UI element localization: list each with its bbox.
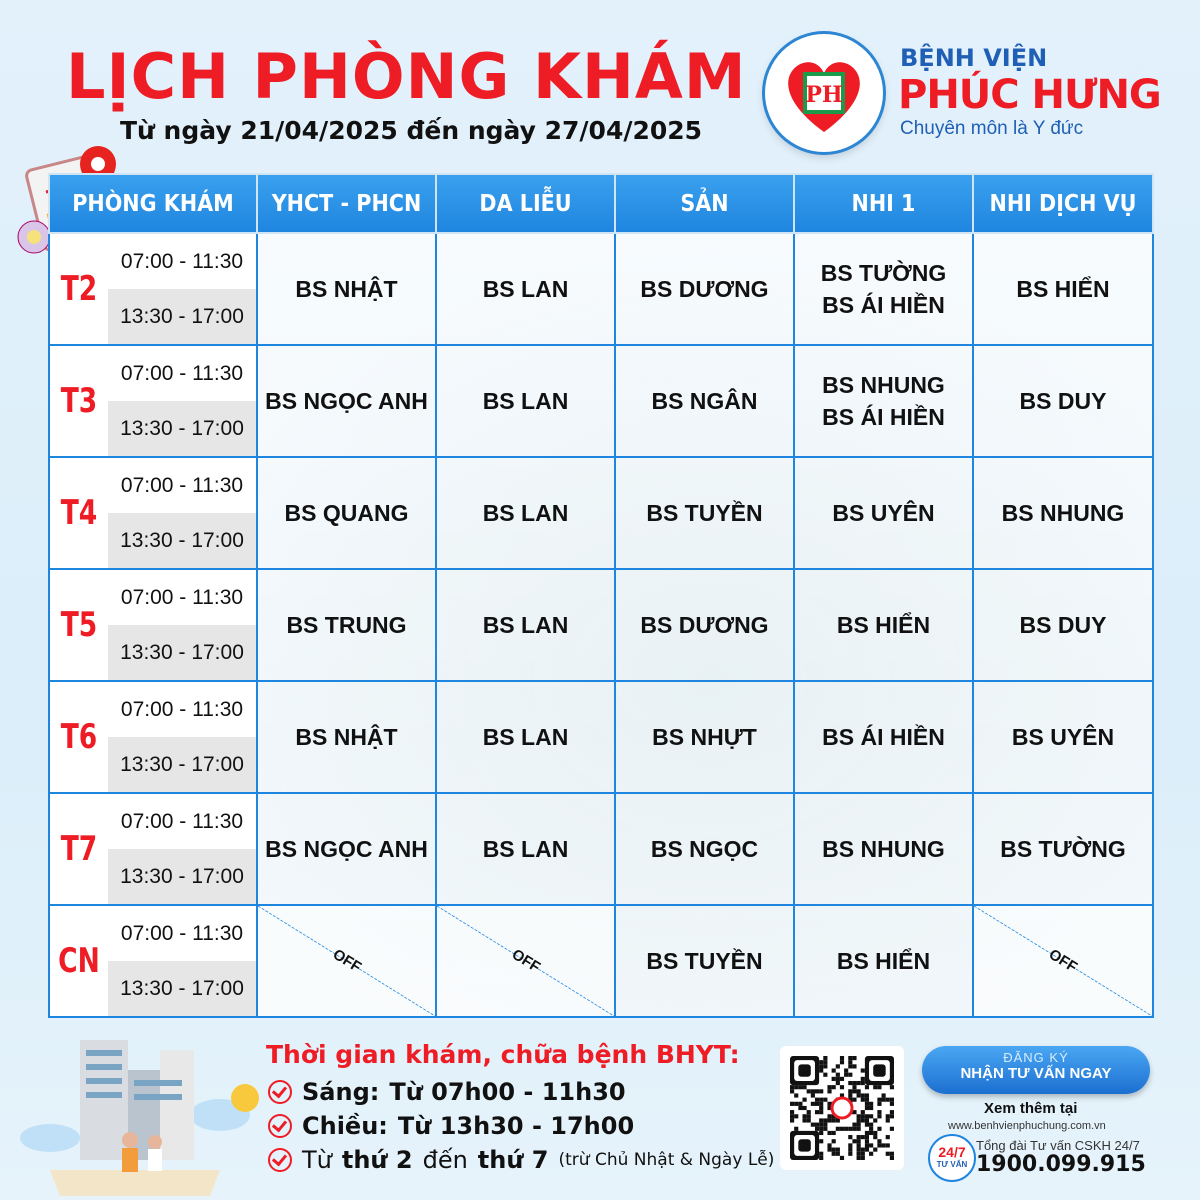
badge-bottom: TƯ VẤN bbox=[936, 1160, 968, 1169]
days-to: thứ 7 bbox=[477, 1146, 549, 1174]
off-cell bbox=[973, 905, 1153, 1017]
doctor-name: BS NGỌC ANH bbox=[265, 836, 428, 862]
doctor-name: BS TƯỜNG bbox=[1000, 836, 1126, 862]
doctor-cell bbox=[794, 569, 973, 681]
doctor-cell bbox=[794, 233, 973, 345]
morning-label: Sáng: bbox=[302, 1078, 380, 1106]
doctor-name: BS LAN bbox=[482, 612, 569, 638]
off-cell bbox=[257, 905, 436, 1017]
day-cell bbox=[49, 457, 257, 569]
off-label: OFF bbox=[508, 945, 543, 977]
off-label: OFF bbox=[329, 945, 364, 977]
schedule-row bbox=[49, 569, 1153, 681]
afternoon-slot: 13:30 - 17:00 bbox=[108, 737, 256, 792]
morning-slot: 07:00 - 11:30 bbox=[108, 234, 256, 289]
doctor-name: BS LAN bbox=[482, 388, 569, 414]
doctor-name: BS UYÊN bbox=[832, 500, 935, 526]
doctor-name: BS NHỰT bbox=[652, 724, 757, 750]
doctor-name: BS LAN bbox=[482, 276, 569, 302]
doctor-cell bbox=[436, 569, 615, 681]
doctor-cell bbox=[794, 457, 973, 569]
register-consult-button[interactable] bbox=[922, 1046, 1150, 1094]
day-cell bbox=[49, 345, 257, 457]
doctor-cell bbox=[973, 569, 1153, 681]
doctor-name: BS LAN bbox=[482, 500, 569, 526]
column-header: YHCT - PHCN bbox=[257, 174, 436, 233]
day-label: T5 bbox=[60, 605, 98, 645]
support-24-7-icon bbox=[928, 1134, 976, 1182]
bhyt-afternoon bbox=[268, 1112, 634, 1140]
doctor-name: BS DƯƠNG bbox=[640, 612, 769, 638]
doctor-name: BS TUYỀN bbox=[646, 500, 763, 526]
days-from: thứ 2 bbox=[341, 1146, 413, 1174]
hotline-number[interactable]: 1900.099.915 bbox=[976, 1152, 1146, 1177]
morning-value: Từ 07h00 - 11h30 bbox=[389, 1078, 626, 1106]
brand-line-1: BỆNH VIỆN bbox=[900, 44, 1048, 72]
bhyt-days bbox=[268, 1146, 774, 1174]
schedule-row bbox=[49, 793, 1153, 905]
off-label: OFF bbox=[1045, 945, 1081, 977]
doctor-cell bbox=[257, 233, 436, 345]
schedule-row bbox=[49, 345, 1153, 457]
website-link[interactable]: www.benhvienphuchung.com.vn bbox=[948, 1120, 1106, 1132]
afternoon-slot: 13:30 - 17:00 bbox=[108, 513, 256, 568]
afternoon-slot: 13:30 - 17:00 bbox=[108, 401, 256, 456]
doctor-cell bbox=[794, 345, 973, 457]
doctor-cell bbox=[615, 793, 794, 905]
afternoon-slot: 13:30 - 17:00 bbox=[108, 625, 256, 680]
doctor-name: BS NHUNG bbox=[822, 836, 945, 862]
doctor-name: BS LAN bbox=[482, 724, 569, 750]
doctor-cell bbox=[615, 905, 794, 1017]
doctor-name: BS NGỌC ANH bbox=[265, 388, 428, 414]
doctor-name: BS ÁI HIỀN bbox=[822, 724, 945, 750]
doctor-name: BS UYÊN bbox=[1011, 724, 1115, 750]
day-cell bbox=[49, 569, 257, 681]
doctor-name: BS HIỂN bbox=[836, 948, 931, 974]
schedule-row bbox=[49, 681, 1153, 793]
hospital-building-illustration bbox=[10, 1020, 260, 1198]
afternoon-slot: 13:30 - 17:00 bbox=[108, 849, 256, 904]
doctor-name: BS DƯƠNG bbox=[640, 276, 769, 302]
day-label: T3 bbox=[60, 381, 98, 421]
logo-initials: PH bbox=[805, 82, 843, 108]
morning-slot: 07:00 - 11:30 bbox=[108, 682, 256, 737]
doctor-name: BS TUYỀN bbox=[646, 948, 763, 974]
afternoon-label: Chiều: bbox=[302, 1112, 388, 1140]
doctor-cell bbox=[257, 681, 436, 793]
day-label: T6 bbox=[60, 717, 98, 757]
afternoon-slot: 13:30 - 17:00 bbox=[108, 961, 256, 1016]
morning-slot: 07:00 - 11:30 bbox=[108, 458, 256, 513]
doctor-cell bbox=[257, 569, 436, 681]
doctor-cell bbox=[257, 345, 436, 457]
doctor-name: BS DUY bbox=[1019, 388, 1107, 414]
schedule-row bbox=[49, 457, 1153, 569]
cta-bottom-label: NHẬN TƯ VẤN NGAY bbox=[960, 1065, 1112, 1082]
column-header: NHI DỊCH VỤ bbox=[973, 174, 1153, 233]
schedule-table bbox=[48, 173, 1154, 1018]
doctor-name: BS NHUNG bbox=[1001, 500, 1125, 526]
doctor-name: BS NHẬT bbox=[295, 276, 398, 302]
doctor-cell bbox=[794, 681, 973, 793]
days-mid: đến bbox=[422, 1146, 468, 1174]
days-prefix: Từ bbox=[302, 1146, 332, 1174]
day-label: T2 bbox=[60, 269, 98, 309]
morning-slot: 07:00 - 11:30 bbox=[108, 570, 256, 625]
table-header-row bbox=[49, 174, 1153, 233]
check-icon bbox=[268, 1114, 292, 1138]
doctor-cell bbox=[257, 793, 436, 905]
doctor-name: BS TRUNG bbox=[286, 612, 407, 638]
doctor-cell bbox=[436, 457, 615, 569]
morning-slot: 07:00 - 11:30 bbox=[108, 906, 256, 961]
doctor-cell bbox=[615, 457, 794, 569]
afternoon-value: Từ 13h30 - 17h00 bbox=[397, 1112, 635, 1140]
off-cell bbox=[436, 905, 615, 1017]
brand-tagline: Chuyên môn là Y đức bbox=[900, 118, 1084, 139]
check-icon bbox=[268, 1148, 292, 1172]
column-header: PHÒNG KHÁM bbox=[49, 174, 257, 233]
day-cell bbox=[49, 681, 257, 793]
doctor-cell bbox=[973, 345, 1153, 457]
column-header: SẢN bbox=[615, 174, 794, 233]
cta-top-label: ĐĂNG KÝ bbox=[1003, 1050, 1069, 1065]
doctor-cell bbox=[436, 681, 615, 793]
doctor-name: BS TƯỜNG BS ÁI HIỀN bbox=[820, 260, 947, 318]
doctor-name: BS NGÂN bbox=[651, 388, 758, 414]
doctor-name: BS NGỌC bbox=[650, 836, 759, 862]
doctor-name: BS LAN bbox=[482, 836, 569, 862]
days-note: (trừ Chủ Nhật & Ngày Lễ) bbox=[558, 1150, 775, 1170]
brand-name: PHÚC HƯNG bbox=[898, 72, 1161, 118]
day-cell bbox=[49, 793, 257, 905]
doctor-name: BS HIỂN bbox=[1016, 276, 1110, 302]
schedule-row bbox=[49, 233, 1153, 345]
doctor-cell bbox=[436, 345, 615, 457]
doctor-name: BS HIỂN bbox=[836, 612, 931, 638]
bhyt-morning bbox=[268, 1078, 626, 1106]
bhyt-title: Thời gian khám, chữa bệnh BHYT: bbox=[266, 1040, 740, 1069]
check-icon bbox=[268, 1080, 292, 1104]
afternoon-slot: 13:30 - 17:00 bbox=[108, 289, 256, 344]
doctor-cell bbox=[436, 233, 615, 345]
page-title: LỊCH PHÒNG KHÁM bbox=[66, 40, 747, 113]
doctor-cell bbox=[257, 457, 436, 569]
doctor-cell bbox=[794, 793, 973, 905]
morning-slot: 07:00 - 11:30 bbox=[108, 794, 256, 849]
doctor-cell bbox=[973, 793, 1153, 905]
doctor-cell bbox=[973, 457, 1153, 569]
doctor-cell bbox=[973, 681, 1153, 793]
schedule-row bbox=[49, 905, 1153, 1017]
day-label: T7 bbox=[60, 829, 98, 869]
doctor-name: BS NHẬT bbox=[295, 724, 398, 750]
column-header: NHI 1 bbox=[794, 174, 973, 233]
day-label: CN bbox=[58, 941, 100, 981]
badge-top: 24/7 bbox=[938, 1144, 966, 1160]
see-more-label: Xem thêm tại bbox=[984, 1100, 1078, 1117]
day-cell bbox=[49, 905, 257, 1017]
doctor-cell bbox=[615, 681, 794, 793]
day-label: T4 bbox=[60, 493, 98, 533]
doctor-name: BS QUANG bbox=[284, 500, 409, 526]
doctor-cell bbox=[794, 905, 973, 1017]
doctor-cell bbox=[615, 345, 794, 457]
day-cell bbox=[49, 233, 257, 345]
hospital-logo bbox=[765, 34, 883, 152]
qr-code[interactable] bbox=[780, 1046, 904, 1170]
date-range: Từ ngày 21/04/2025 đến ngày 27/04/2025 bbox=[120, 116, 703, 145]
doctor-name: BS NHUNG BS ÁI HIỀN bbox=[822, 372, 945, 430]
column-header: DA LIỄU bbox=[436, 174, 615, 233]
doctor-cell bbox=[436, 793, 615, 905]
doctor-cell bbox=[615, 569, 794, 681]
morning-slot: 07:00 - 11:30 bbox=[108, 346, 256, 401]
hotline-label: Tổng đài Tư vấn CSKH 24/7 bbox=[976, 1138, 1140, 1153]
doctor-cell bbox=[615, 233, 794, 345]
doctor-cell bbox=[973, 233, 1153, 345]
doctor-name: BS DUY bbox=[1019, 612, 1107, 638]
